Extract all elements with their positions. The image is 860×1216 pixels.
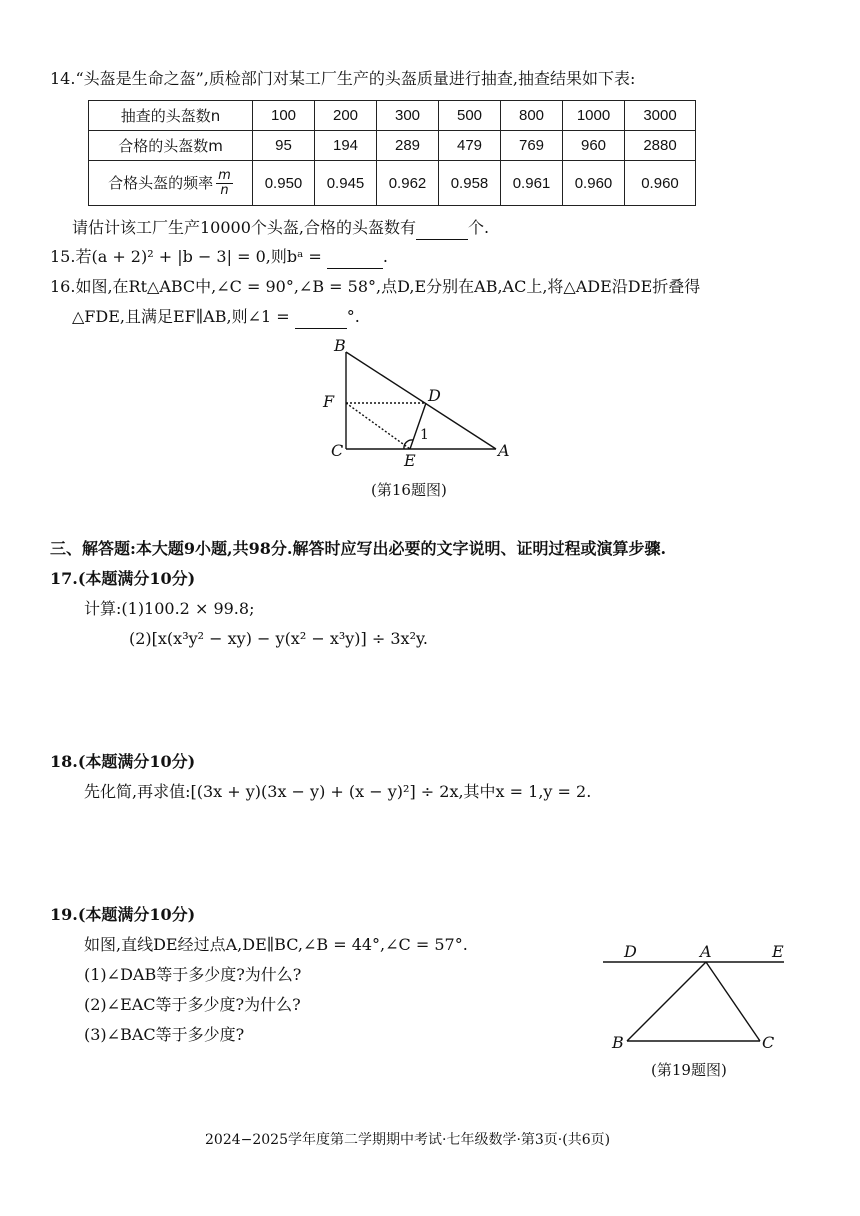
q19-line1: 如图,直线DE经过点A,DE∥BC,∠B = 44°,∠C = 57°. xyxy=(84,935,468,954)
table-cell: 479 xyxy=(439,131,501,161)
q14-question-after: 个. xyxy=(468,218,490,237)
point-label-F: F xyxy=(323,392,335,411)
point-label-D: D xyxy=(428,386,441,405)
q14-question-before: 请估计该工厂生产10000个头盔,合格的头盔数有 xyxy=(72,218,416,237)
q15-before: 15.若(a + 2)² + |b − 3| = 0,则bᵃ = xyxy=(50,247,322,266)
q17-title: 17.(本题满分10分) xyxy=(50,569,196,588)
table-cell: 0.960 xyxy=(563,161,625,206)
point-label-B: B xyxy=(612,1033,624,1052)
section-heading: 三、解答题:本大题9小题,共98分.解答时应写出必要的文字说明、证明过程或演算步骤. xyxy=(50,539,667,558)
table-cell: 100 xyxy=(253,101,315,131)
table-cell: 500 xyxy=(439,101,501,131)
table-cell: 0.958 xyxy=(439,161,501,206)
table-cell: 960 xyxy=(563,131,625,161)
table-cell: 2880 xyxy=(625,131,696,161)
segment-FE-dashed xyxy=(346,403,410,449)
q19-line4: (3)∠BAC等于多少度? xyxy=(84,1025,245,1044)
fraction-denominator: n xyxy=(220,182,229,198)
table-cell: 289 xyxy=(377,131,439,161)
table-cell: 800 xyxy=(501,101,563,131)
table-cell: 1000 xyxy=(563,101,625,131)
table-cell: 0.961 xyxy=(501,161,563,206)
table-cell: 95 xyxy=(253,131,315,161)
q18-title: 18.(本题满分10分) xyxy=(50,752,196,771)
q19-line3: (2)∠EAC等于多少度?为什么? xyxy=(84,995,301,1014)
q15-after: . xyxy=(382,247,388,266)
frequency-label: 合格头盔的频率 xyxy=(108,173,214,192)
fraction-numerator: m xyxy=(218,167,231,183)
q19-title: 19.(本题满分10分) xyxy=(50,905,196,924)
segment-AB xyxy=(627,962,706,1041)
table-cell: 300 xyxy=(377,101,439,131)
segment-AC xyxy=(706,962,760,1041)
figure-caption-19: (第19题图) xyxy=(651,1061,727,1079)
table-cell: 0.962 xyxy=(377,161,439,206)
row-header-m: 合格的头盔数m xyxy=(89,131,253,161)
point-label-A: A xyxy=(498,441,510,460)
point-label-A: A xyxy=(700,942,712,961)
q19-line2: (1)∠DAB等于多少度?为什么? xyxy=(84,965,302,984)
q17-line1: 计算:(1)100.2 × 99.8; xyxy=(84,599,255,618)
q18-line1: 先化简,再求值:[(3x + y)(3x − y) + (x − y)²] ÷ 2x,其中x = 1,y = 2. xyxy=(84,782,592,801)
table-cell: 200 xyxy=(315,101,377,131)
q16-line1: 16.如图,在Rt△ABC中,∠C = 90°,∠B = 58°,点D,E分别在AB,AC上,将△ADE沿DE折叠得 xyxy=(50,277,701,296)
q16-line2-after: °. xyxy=(346,307,360,326)
table-cell: 194 xyxy=(315,131,377,161)
table-cell: 0.945 xyxy=(315,161,377,206)
point-label-C: C xyxy=(762,1033,775,1052)
q14-stem: 14.“头盔是生命之盔”,质检部门对某工厂生产的头盔质量进行抽查,抽查结果如下表: xyxy=(50,69,636,88)
point-label-E: E xyxy=(772,942,784,961)
figure-caption-16: (第16题图) xyxy=(371,481,447,499)
point-label-C: C xyxy=(331,441,344,460)
table-cell: 0.960 xyxy=(625,161,696,206)
row-header-n: 抽查的头盔数n xyxy=(89,101,253,131)
q16-line2-before: △FDE,且满足EF∥AB,则∠1 = xyxy=(72,307,290,326)
q17-line2: (2)[x(x³y² − xy) − y(x² − x³y)] ÷ 3x²y. xyxy=(129,629,428,648)
point-label-E: E xyxy=(404,451,416,470)
table-cell: 769 xyxy=(501,131,563,161)
table-cell: 0.950 xyxy=(253,161,315,206)
angle-label-1: 1 xyxy=(420,427,429,443)
page-footer: 2024−2025学年度第二学期期中考试·七年级数学·第3页·(共6页) xyxy=(205,1132,611,1148)
table-cell: 3000 xyxy=(625,101,696,131)
point-label-B: B xyxy=(334,336,346,355)
point-label-D: D xyxy=(624,942,637,961)
